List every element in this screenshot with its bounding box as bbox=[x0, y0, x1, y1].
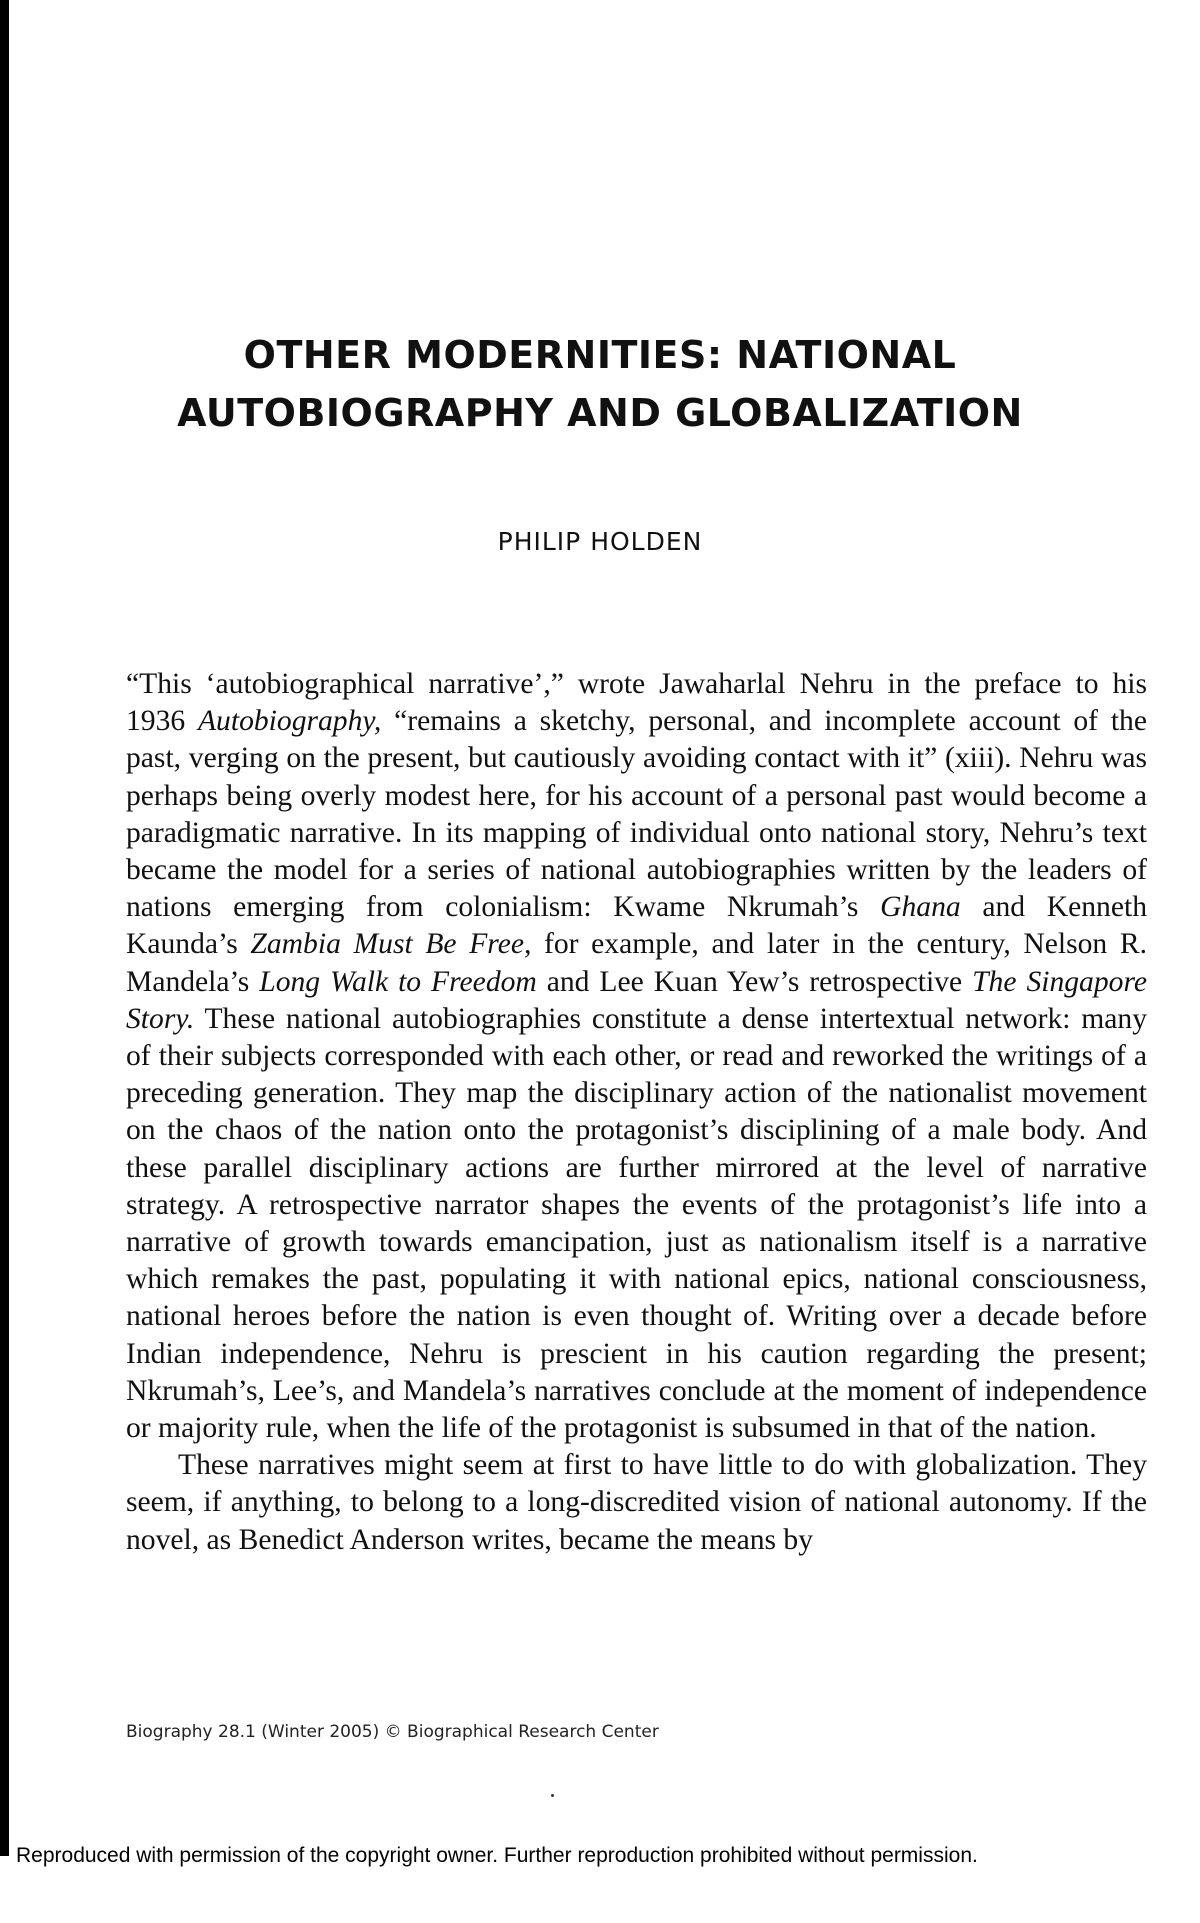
book-title-autobiography: Autobiography, bbox=[197, 705, 382, 738]
article-body bbox=[126, 666, 1147, 1559]
paragraph-2: These narratives might seem at first to have little to do with globalization. They seem, if anything, to belong to a long-discredited vision of national autonomy. If the novel, as Benedict Anderson writes, became the means by bbox=[126, 1449, 1147, 1556]
article-title bbox=[0, 326, 1200, 442]
paragraph-1 bbox=[126, 666, 1147, 1447]
scan-speck bbox=[551, 1794, 554, 1797]
journal-citation-footer: Biography 28.1 (Winter 2005) © Biographical Research Center bbox=[126, 1722, 659, 1742]
paragraph-1-text-1: “This ‘autobiographical narrative’,” wrote Jawaharlal Nehru in the preface to his 1936 bbox=[126, 668, 1147, 738]
permission-notice: Reproduced with permission of the copyright owner. Further reproduction prohibited without permission. bbox=[16, 1844, 978, 1867]
article-title-line-1: OTHER MODERNITIES: NATIONAL bbox=[243, 333, 957, 377]
paragraph-1-text-4: for example, and later in the century, Nelson R. Mandela’s bbox=[126, 928, 1147, 998]
article-title-line-2: AUTOBIOGRAPHY AND GLOBALIZATION bbox=[177, 391, 1023, 435]
paragraph-1-text-6: These national autobiographies constitute a dense intertextual network: many of their subjects corresponded with each other, or read and reworked the writings of a preceding generation. They map the disciplinary action of the nationalist movement on the chaos of the nation onto the protagonist’s disciplining of a male body. And these parallel disciplinary actions are further mirrored at the level of narrative strategy. A retrospective narrator shapes the events of the protagonist’s life into a narrative of growth towards emancipation, just as nationalism itself is a narrative which remakes the past, populating it with national epics, national consciousness, national heroes before the nation is even thought of. Writing over a decade before Indian independence, Nehru is prescient in his caution regarding the present; Nkrumah’s, Lee’s, and Mandela’s narratives conclude at the moment of independence or majority rule, when the life of the protagonist is subsumed in that of the nation. bbox=[126, 1002, 1147, 1445]
author-name: PHILIP HOLDEN bbox=[497, 527, 703, 556]
paragraph-1-text-2: “remains a sketchy, personal, and incomplete account of the past, verging on the present, but cautiously avoiding contact with it” (xiii). Nehru was perhaps being overly modest here, for his account of a personal past would become a paradigmatic narrative. In its mapping of individual onto national story, Nehru’s text became the model for a series of national autobiographies written by the leaders of nations emerging from colonialism: Kwame Nkrumah’s bbox=[126, 705, 1147, 924]
scan-edge-bar bbox=[0, 0, 9, 1856]
book-title-singapore-story: The Singapore Story. bbox=[126, 965, 1147, 1035]
book-title-long-walk-to-freedom: Long Walk to Freedom bbox=[259, 965, 537, 998]
paragraph-1-text-3: and Kenneth Kaunda’s bbox=[126, 891, 1147, 961]
paragraph-1-text-5: and Lee Kuan Yew’s retrospective bbox=[536, 965, 973, 998]
book-title-zambia-must-be-free: Zambia Must Be Free, bbox=[250, 928, 532, 961]
book-title-ghana: Ghana bbox=[880, 891, 961, 924]
